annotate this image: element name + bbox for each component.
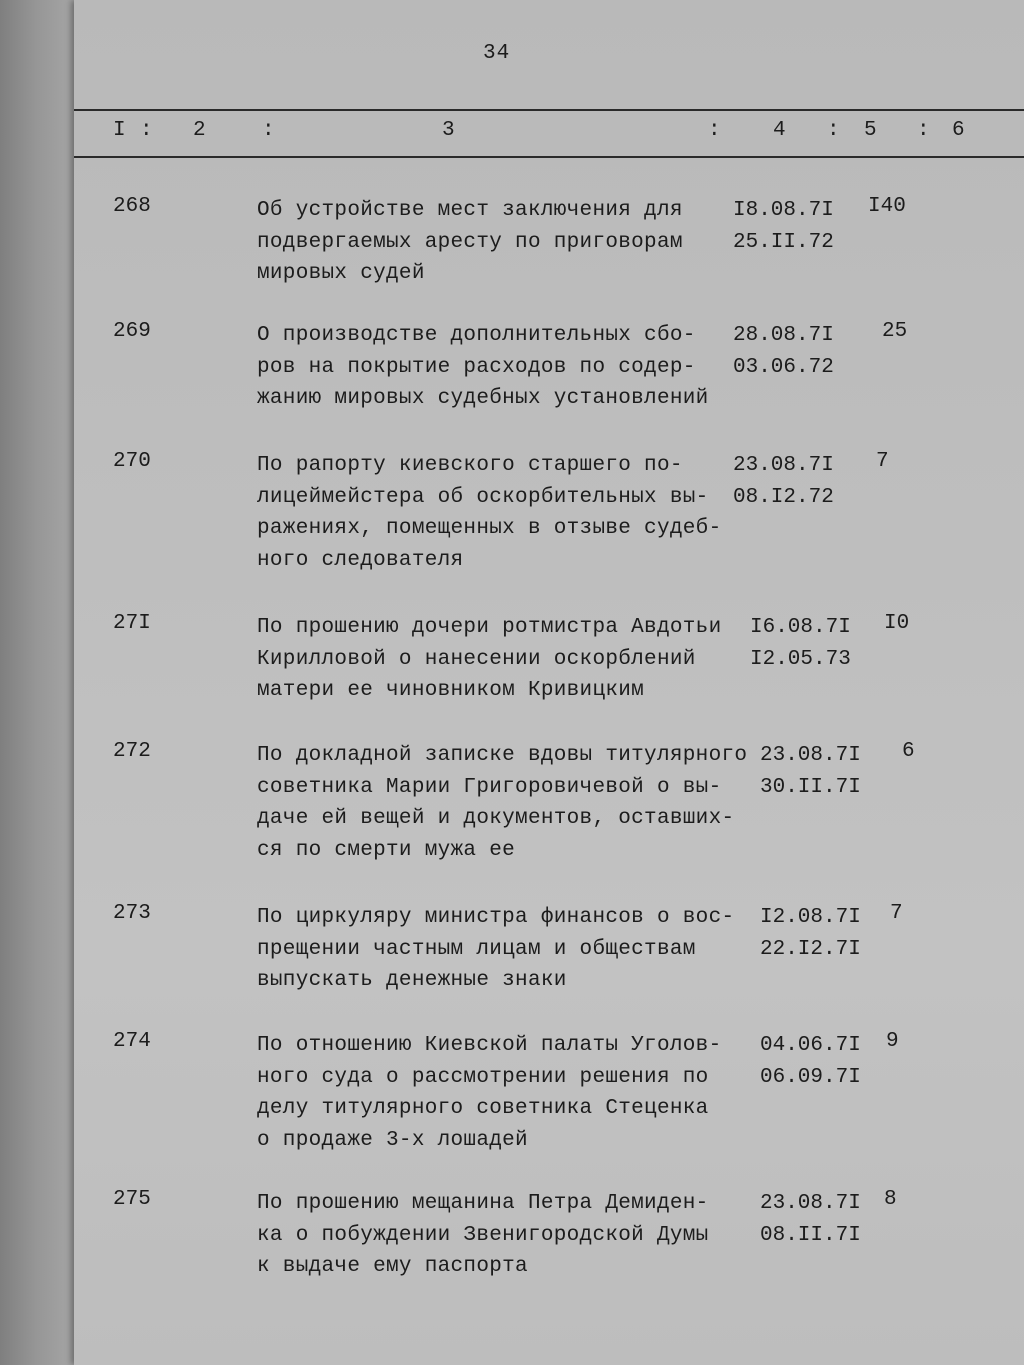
header-bottom-rule — [74, 156, 1024, 158]
start-date: I8.08.7I — [733, 199, 834, 222]
entry-title — [257, 320, 727, 415]
entry-title-line: матери ее чиновником Кривицким — [257, 679, 645, 702]
header-top-rule — [74, 109, 1024, 111]
sheet-count: 7 — [876, 450, 889, 473]
column-separator: : — [140, 119, 153, 142]
column-header-5: 5 — [864, 119, 877, 142]
sheet-count: I0 — [884, 612, 910, 635]
entry-title-line: По прошению дочери ротмистра Авдотьи — [257, 616, 722, 639]
end-date: 06.09.7I — [760, 1065, 861, 1089]
entry-title-line: к выдаче ему паспорта — [257, 1255, 528, 1278]
entry-title-line: ного следователя — [257, 548, 464, 572]
column-header-2: 2 — [193, 119, 206, 142]
column-header-4: 4 — [773, 119, 786, 142]
sheet-count: I40 — [868, 195, 906, 218]
entry-title-line: ражениях, помещенных в отзыве судеб- — [257, 517, 722, 540]
entry-title-line: подвергаемых аресту по приговорам — [257, 230, 683, 254]
entry-title — [257, 902, 735, 997]
entry-title — [257, 450, 727, 576]
entry-title-line: советника Марии Григоровичевой о вы- — [257, 775, 722, 799]
entry-title-line: Об устройстве мест заключения для — [257, 199, 683, 222]
entry-title-line: делу титулярного советника Стеценка — [257, 1097, 709, 1120]
column-header-6: 6 — [952, 119, 965, 142]
sheet-count: 25 — [882, 320, 908, 343]
entry-dates — [733, 320, 834, 383]
column-separator: : — [708, 119, 721, 142]
entry-number: 272 — [113, 740, 151, 763]
entry-title — [257, 1030, 727, 1156]
entry-title-line: выпускать денежные знаки — [257, 969, 567, 992]
start-date: I6.08.7I — [750, 616, 851, 639]
start-date: I2.08.7I — [760, 906, 861, 929]
entry-title-line: По рапорту киевского старшего по- — [257, 454, 683, 477]
start-date: 23.08.7I — [733, 454, 834, 477]
entry-title-line: О производстве дополнительных сбо- — [257, 324, 696, 347]
entry-title-line: лицеймейстера об оскорбительных вы- — [257, 485, 709, 509]
entry-dates — [760, 902, 861, 965]
end-date: 22.I2.7I — [760, 937, 861, 961]
left-margin — [0, 0, 80, 1365]
entry-title-line: мировых судей — [257, 262, 425, 285]
entry-dates — [760, 740, 861, 803]
end-date: 03.06.72 — [733, 355, 834, 379]
entry-title-line: ного суда о рассмотрении решения по — [257, 1065, 709, 1089]
entry-title-line: ся по смерти мужа ее — [257, 838, 516, 862]
entry-dates — [733, 450, 834, 513]
page-number: 34 — [483, 42, 511, 65]
entry-number: 273 — [113, 902, 151, 925]
entry-title — [257, 740, 748, 866]
end-date: 08.II.7I — [760, 1223, 861, 1247]
entry-number: 275 — [113, 1188, 151, 1211]
column-header-3: 3 — [442, 119, 455, 142]
end-date: 25.II.72 — [733, 230, 834, 254]
entry-title — [257, 612, 727, 707]
entry-title-line: Кирилловой о нанесении оскорблений — [257, 647, 696, 671]
entry-title-line: По отношению Киевской палаты Уголов- — [257, 1034, 722, 1057]
entry-title-line: ка о побуждении Звенигородской Думы — [257, 1223, 709, 1247]
start-date: 04.06.7I — [760, 1034, 861, 1057]
column-header-1: I — [113, 119, 126, 142]
entry-number: 27I — [113, 612, 151, 635]
column-separator: : — [827, 119, 840, 142]
entry-number: 274 — [113, 1030, 151, 1053]
entry-title-line: прещении частным лицам и обществам — [257, 937, 696, 961]
start-date: 23.08.7I — [760, 1192, 861, 1215]
entry-dates — [733, 195, 834, 258]
end-date: 30.II.7I — [760, 775, 861, 799]
entry-title-line: По прошению мещанина Петра Демиден- — [257, 1192, 709, 1215]
entry-title-line: даче ей вещей и документов, оставших- — [257, 807, 735, 830]
entry-title-line: По докладной записке вдовы титулярного — [257, 744, 748, 767]
entry-title-line: ров на покрытие расходов по содер- — [257, 355, 696, 379]
entry-number: 269 — [113, 320, 151, 343]
entry-title — [257, 1188, 727, 1283]
start-date: 23.08.7I — [760, 744, 861, 767]
sheet-count: 7 — [890, 902, 903, 925]
end-date: I2.05.73 — [750, 647, 851, 671]
entry-number: 268 — [113, 195, 151, 218]
entry-number: 270 — [113, 450, 151, 473]
entry-title-line: о продаже 3-х лошадей — [257, 1128, 528, 1152]
column-separator: : — [262, 119, 275, 142]
entry-dates — [760, 1188, 861, 1251]
sheet-count: 9 — [886, 1030, 899, 1053]
sheet-count: 6 — [902, 740, 915, 763]
start-date: 28.08.7I — [733, 324, 834, 347]
entry-title-line: жанию мировых судебных установлений — [257, 387, 709, 410]
sheet-count: 8 — [884, 1188, 897, 1211]
entry-title — [257, 195, 727, 290]
entry-dates — [760, 1030, 861, 1093]
end-date: 08.I2.72 — [733, 485, 834, 509]
entry-dates — [750, 612, 851, 675]
column-separator: : — [917, 119, 930, 142]
entry-title-line: По циркуляру министра финансов о вос- — [257, 906, 735, 929]
